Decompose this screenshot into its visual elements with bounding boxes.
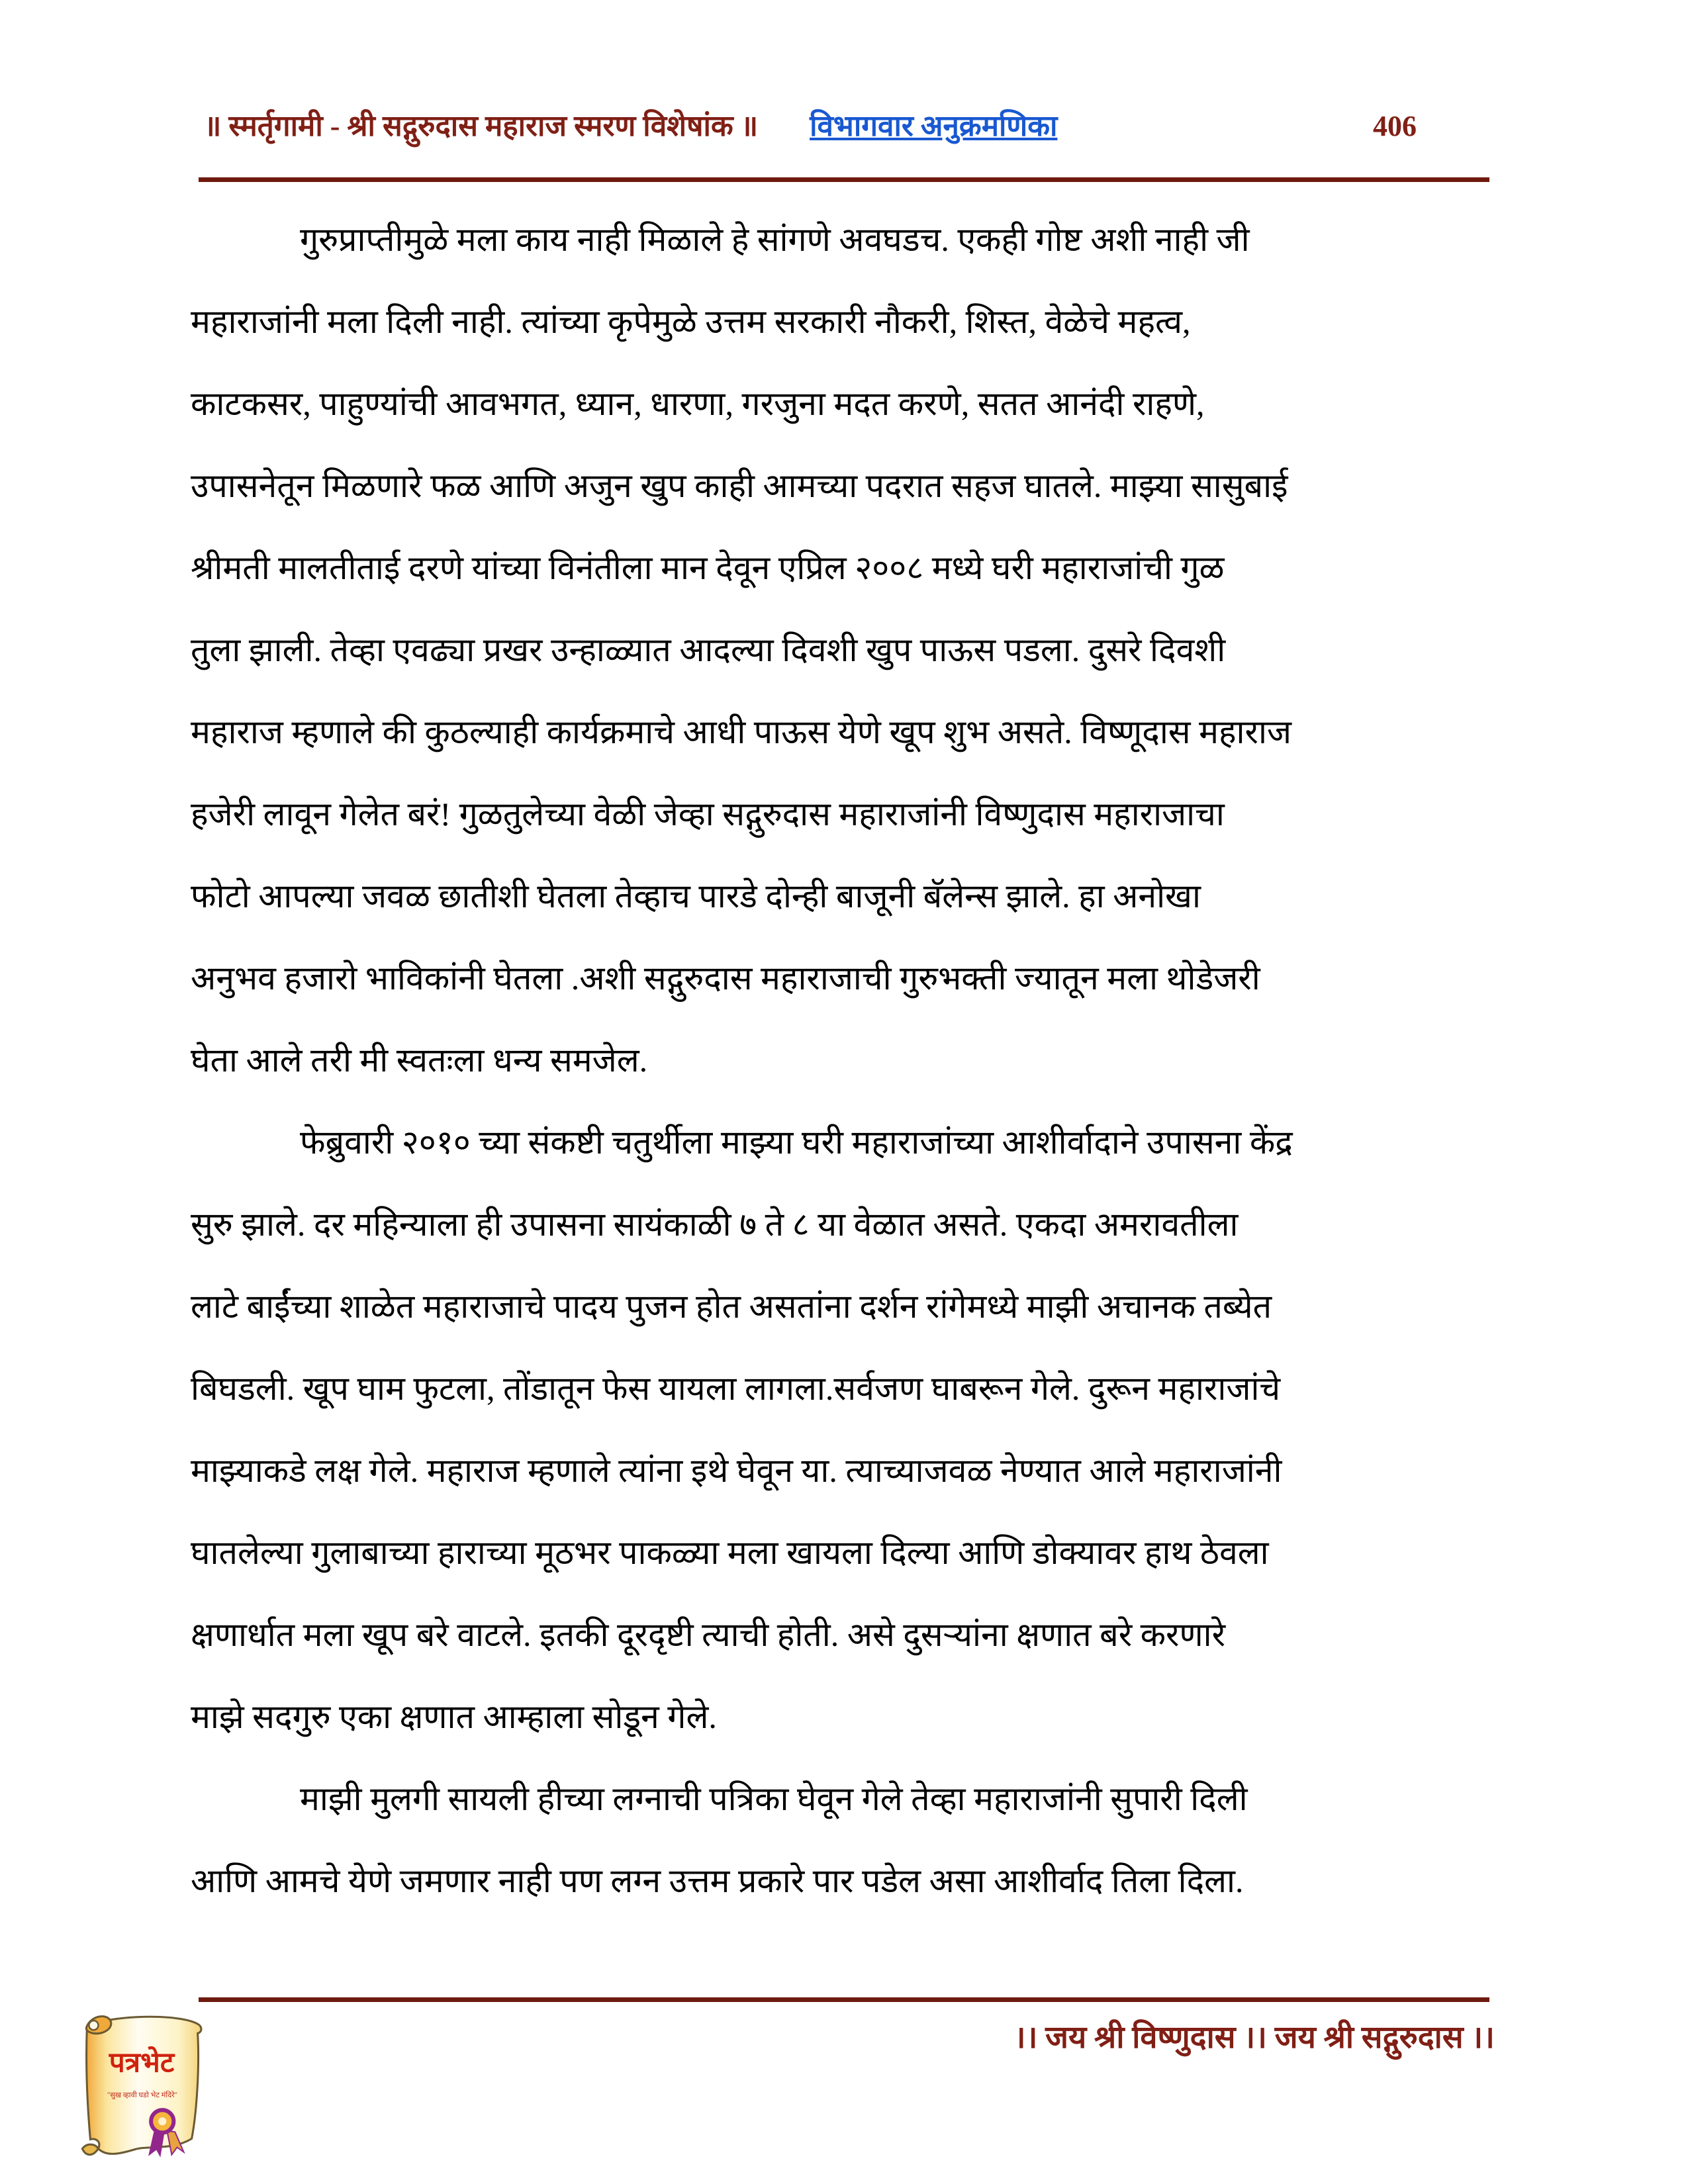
body-line: माझे सदगुरु एका क्षणात आम्हाला सोडून गेले.	[191, 1698, 717, 1735]
body-line: माझी मुलगी सायली हीच्या लग्नाची पत्रिका घेवून गेले तेव्हा महाराजांनी सुपारी दिली	[300, 1780, 1248, 1817]
logo-title: पत्रभेट	[109, 2047, 175, 2079]
header-divider	[199, 177, 1489, 182]
patrabhet-logo	[66, 2008, 214, 2181]
body-line: क्षणार्धात मला खूप बरे वाटले. इतकी दूरदृष्टी त्याची होती. असे दुसऱ्यांना क्षणात बरे करणारे	[191, 1616, 1226, 1653]
scroll-icon	[66, 2008, 214, 2181]
body-line: श्रीमती मालतीताई दरणे यांच्या विनंतीला मान देवून एप्रिल २००८ मध्ये घरी महाराजांची गुळ	[191, 549, 1225, 586]
body-line: आणि आमचे येणे जमणार नाही पण लग्न उत्तम प्रकारे पार पडेल असा आशीर्वाद तिला दिला.	[191, 1862, 1244, 1899]
body-line: घेता आले तरी मी स्वतःला धन्य समजेल.	[191, 1042, 648, 1079]
body-line: फोटो आपल्या जवळ छातीशी घेतला तेव्हाच पारडे दोन्ही बाजूनी बॅलेन्स झाले. हा अनोखा	[191, 878, 1201, 915]
page-title: ॥ स्मर्तृगामी - श्री सद्गुरुदास महाराज स्मरण विशेषांक ॥	[204, 110, 759, 142]
body-line: सुरु झाले. दर महिन्याला ही उपासना सायंकाळी ७ ते ८ या वेळात असते. एकदा अमरावतीला	[191, 1206, 1239, 1243]
footer-salutation: ।। जय श्री विष्णुदास ।। जय श्री सद्गुरुदास ।।	[1013, 2021, 1495, 2055]
scroll-paper	[87, 2017, 201, 2154]
body-line: लाटे बाईंच्या शाळेत महाराजाचे पादय पुजन होत असतांना दर्शन रांगेमध्ये माझी अचानक तब्येत	[191, 1288, 1272, 1325]
body-line: गुरुप्राप्तीमुळे मला काय नाही मिळाले हे सांगणे अवघडच. एकही गोष्ट अशी नाही जी	[300, 221, 1250, 258]
body-line: महाराज म्हणाले की कुठल्याही कार्यक्रमाचे आधी पाऊस येणे खूप शुभ असते. विष्णूदास महाराज	[191, 713, 1291, 751]
page-number: 406	[1373, 110, 1417, 142]
body-line: महाराजांनी मला दिली नाही. त्यांच्या कृपेमुळे उत्तम सरकारी नौकरी, शिस्त, वेळेचे महत्व,	[191, 303, 1191, 340]
section-index-link[interactable]: विभागवार अनुक्रमणिका	[810, 110, 1058, 142]
rosette-center	[158, 2117, 166, 2125]
logo-tagline: "सुख व्हावी घडो भेट मंदिरे"	[107, 2091, 178, 2100]
body-line: तुला झाली. तेव्हा एवढ्या प्रखर उन्हाळ्यात आदल्या दिवशी खुप पाऊस पडला. दुसरे दिवशी	[191, 631, 1226, 668]
body-line: काटकसर, पाहुण्यांची आवभगत, ध्यान, धारणा, गरजुना मदत करणे, सतत आनंदी राहणे,	[191, 385, 1205, 422]
body-line: अनुभव हजारो भाविकांनी घेतला .अशी सद्गुरुदास महाराजाची गुरुभक्ती ज्यातून मला थोडेजरी	[191, 960, 1260, 997]
scroll-curl	[82, 2144, 98, 2155]
scroll-roll-hole	[89, 2021, 98, 2030]
article-body	[191, 199, 1523, 1922]
body-line: हजेरी लावून गेलेत बरं! गुळतुलेच्या वेळी जेव्हा सद्गुरुदास महाराजांनी विष्णुदास महाराजाचा	[191, 796, 1225, 833]
body-line: उपासनेतून मिळणारे फळ आणि अजुन खुप काही आमच्या पदरात सहज घातले. माझ्या सासुबाई	[191, 467, 1288, 504]
body-line: फेब्रुवारी २०१० च्या संकष्टी चतुर्थीला माझ्या घरी महाराजांच्या आशीर्वादाने उपासना केंद्र	[300, 1124, 1293, 1161]
footer-divider	[199, 1997, 1489, 2002]
body-line: बिघडली. खूप घाम फुटला, तोंडातून फेस यायला लागला.सर्वजण घाबरून गेले. दुरून महाराजांचे	[191, 1370, 1281, 1407]
page-header	[204, 105, 1489, 144]
body-line: माझ्याकडे लक्ष गेले. महाराज म्हणाले त्यांना इथे घेवून या. त्याच्याजवळ नेण्यात आले महाराजांनी	[191, 1452, 1282, 1489]
body-line: घातलेल्या गुलाबाच्या हाराच्या मूठभर पाकळ्या मला खायला दिल्या आणि डोक्यावर हाथ ठेवला	[191, 1534, 1269, 1571]
